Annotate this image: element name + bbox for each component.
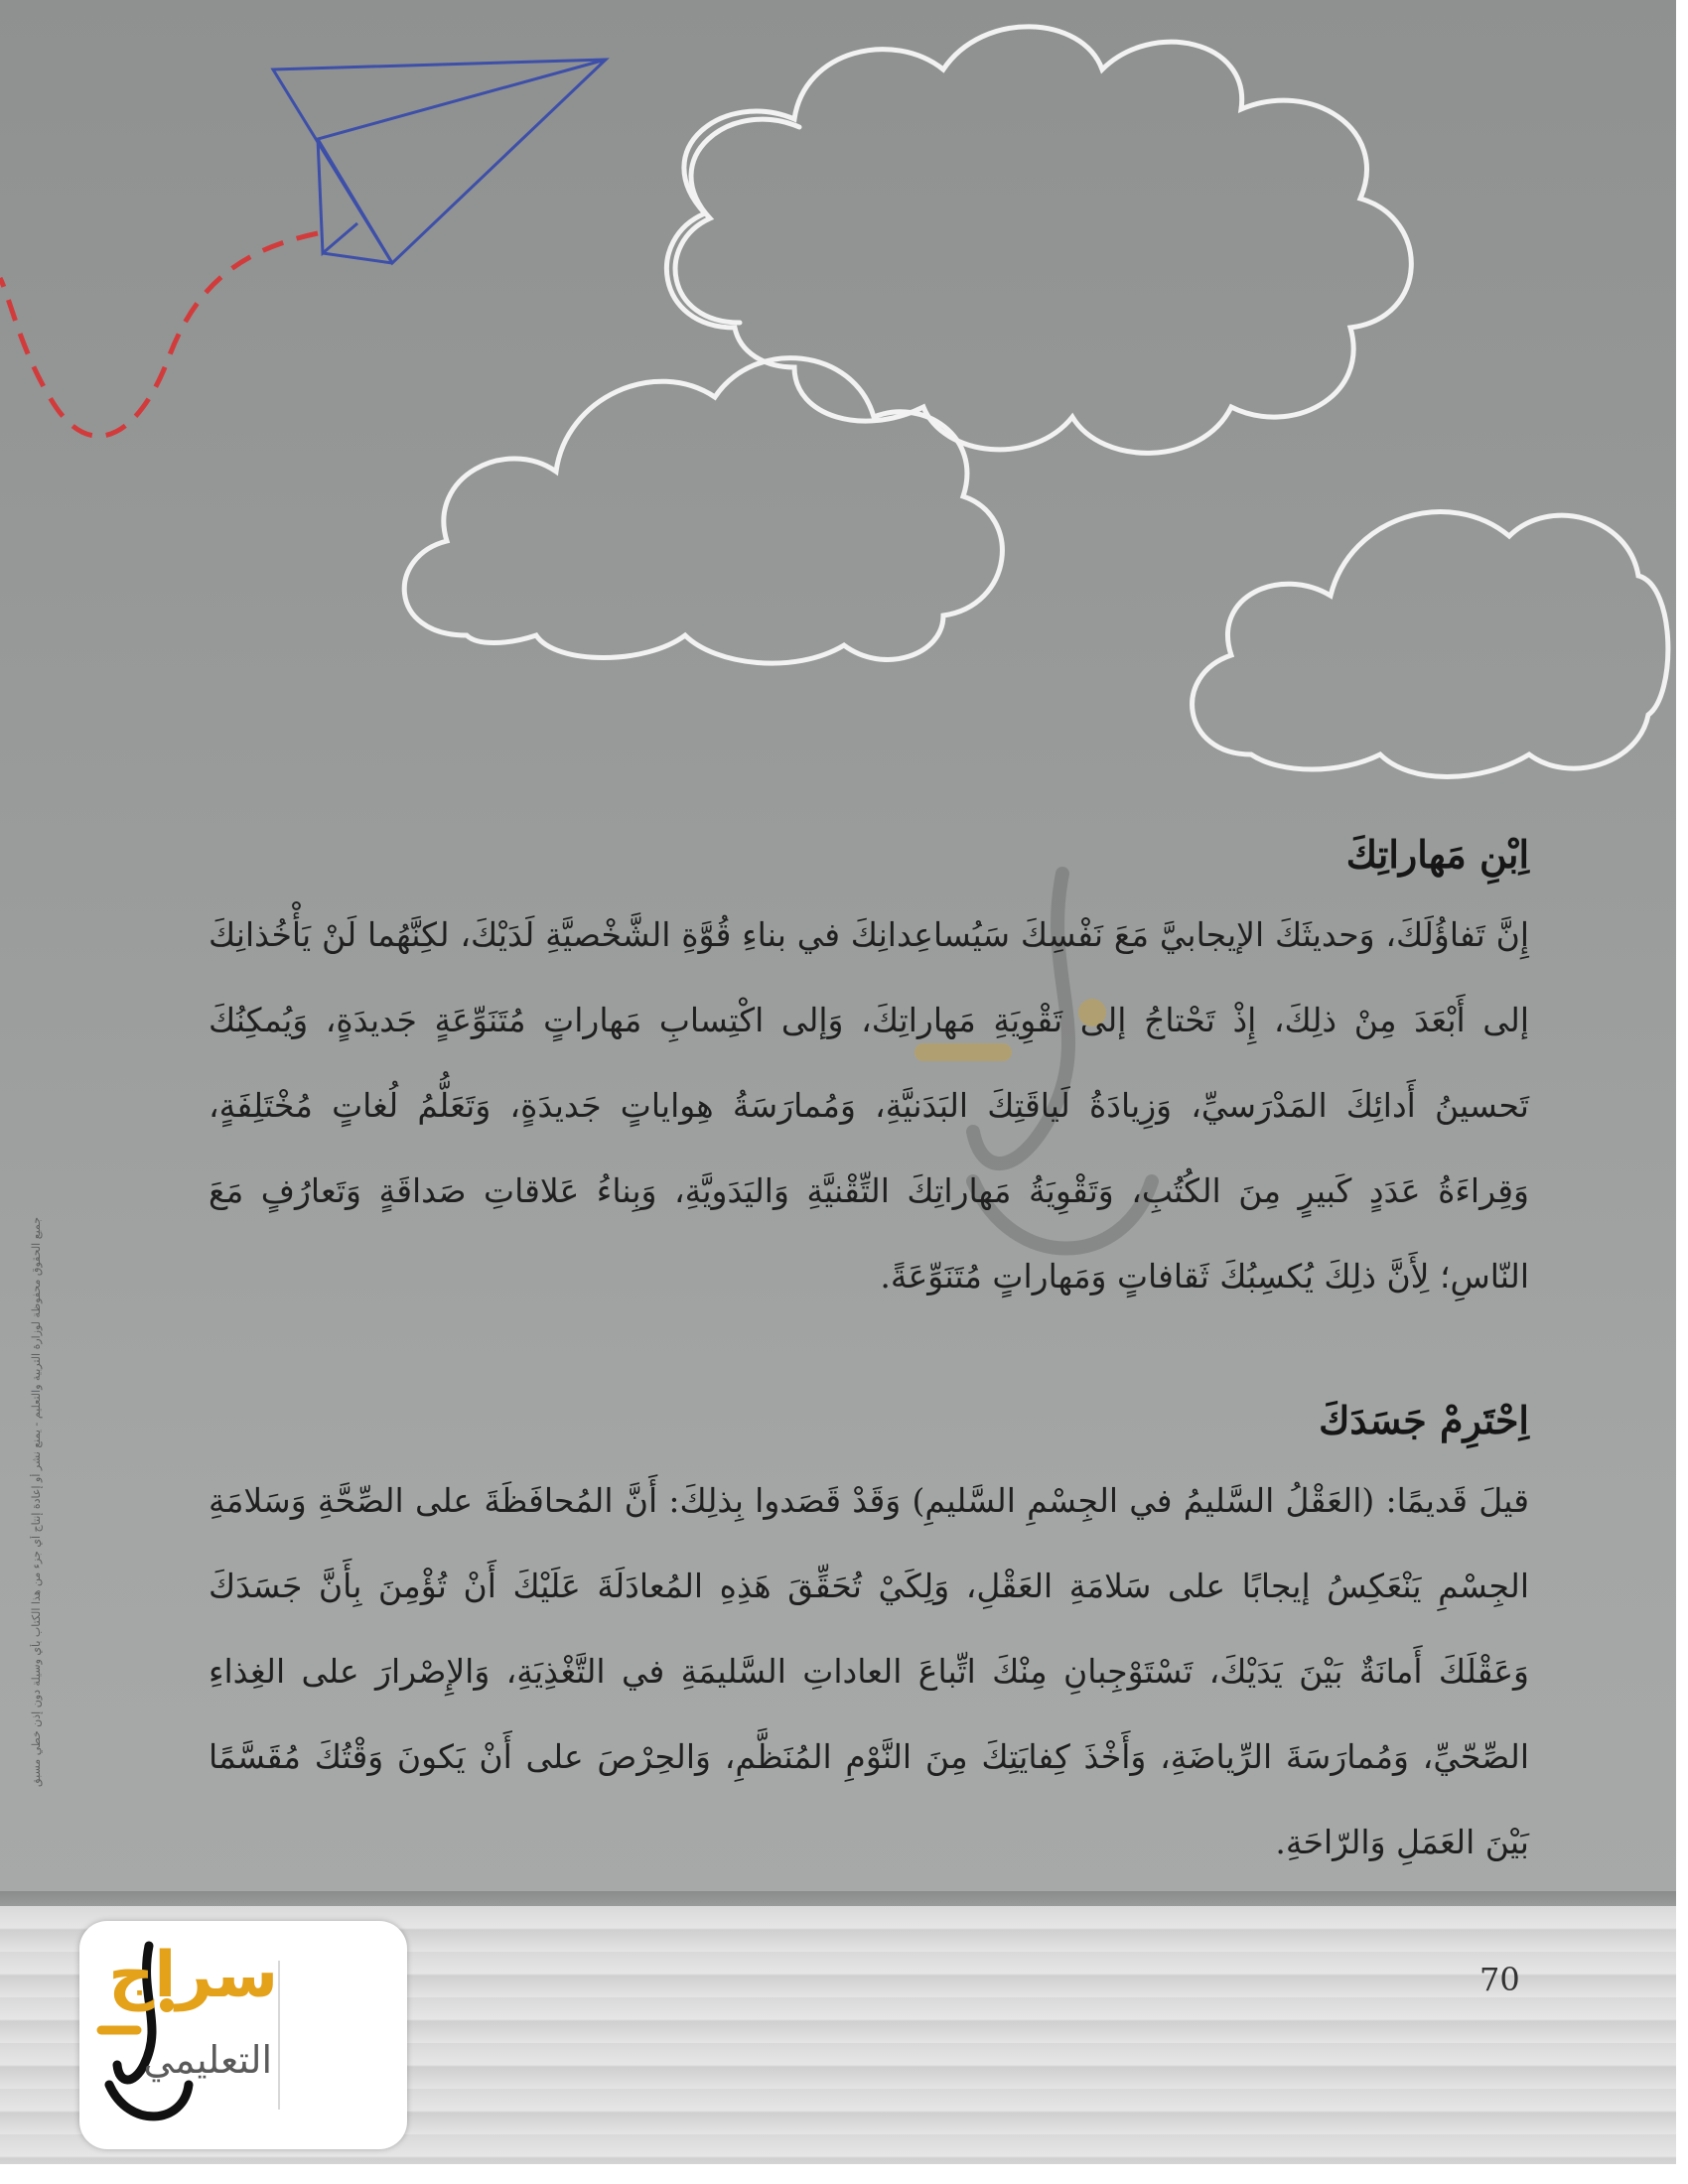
section-paragraph: إِنَّ تَفاؤُلَكَ، وَحديثَكَ الإيجابيَّ مَعَ نَفْسِكَ سَيُساعِدانِكَ في بناءِ قُوَّةِ الشَّخْصيَّةِ لَدَيْكَ، لكِنَّهُما لَنْ يَأْخُذانِكَ إلى أَبْعَدَ مِنْ ذلِكَ، إِذْ تَحْتاجُ إلى تَقْوِيَةِ مَهاراتِكَ، وَإلى اكْتِسابِ مَهاراتٍ مُتَنَوِّعَةٍ جَديدَةٍ، وَيُمكِنُكَ تَحسينُ أَدائِكَ المَدْرَسيِّ، وَزِيادَةُ لَياقَتِكَ البَدَنيَّةِ، وَمُمارَسَةُ هِواياتٍ جَديدَةٍ، وَتَعَلُّمُ لُغاتٍ مُخْتَلِفَةٍ، وَقِراءَةُ عَدَدٍ كَبيرٍ مِنَ الكُتُبِ، وَتَقْوِيَةُ مَهاراتِكَ التِّقْنيَّةِ وَاليَدَويَّةِ، وَبِناءُ عَلاقاتِ صَداقَةٍ وَتَعارُفٍ مَعَ النّاسِ؛ لِأَنَّ ذلِكَ يُكسِبُكَ ثَقافاتٍ وَمَهاراتٍ مُتَنَوِّعَةً. xyxy=(209,915,1529,1296)
siraj-logo xyxy=(79,1921,407,2149)
logo-name: سراج xyxy=(108,1939,278,2012)
section-respect-body xyxy=(209,1398,1529,1885)
chalk-illustration xyxy=(0,0,1676,814)
cloud-icon xyxy=(404,358,1002,664)
logo-divider xyxy=(278,1961,280,2110)
paper-plane-icon xyxy=(273,60,606,263)
copyright-side-note: جميع الحقوق محفوظة لوزارة التربية والتعليم - يمنع نشر أو إعادة إنتاج أي جزء من هذا الكتاب بأي وسيلة دون إذن خطي مسبق xyxy=(30,1216,43,1787)
section-paragraph: قيلَ قَديمًا: (العَقْلُ السَّليمُ في الجِسْمِ السَّليمِ) وَقَدْ قَصَدوا بِذلِكَ: أَنَّ المُحافَظَةَ على الصِّحَّةِ وَسَلامَةِ الجِسْمِ يَنْعَكِسُ إيجابًا على سَلامَةِ العَقْلِ، وَلِكَيْ تُحَقِّقَ هَذِهِ المُعادَلَةَ عَلَيْكَ أَنْ تُؤْمِنَ بِأَنَّ جَسَدَكَ وَعَقْلَكَ أَمانَةٌ بَيْنَ يَدَيْكَ، تَسْتَوْجِبانِ مِنْكَ اتِّباعَ العاداتِ السَّليمَةِ في التَّغْذِيَةِ، وَالإِصْرارَ على الغِذاءِ الصِّحّيِّ، وَمُمارَسَةَ الرِّياضَةِ، وَأَخْذَ كِفايَتِكَ مِنَ النَّوْمِ المُنَظَّمِ، وَالحِرْصَ على أَنْ يَكونَ وَقْتُكَ مُقَسَّمًا بَيْنَ العَمَلِ وَالرّاحَةِ. xyxy=(209,1481,1529,1861)
section-build-skills xyxy=(209,832,1529,1319)
logo-subtitle: التعليمي xyxy=(143,2038,272,2082)
cloud-icon xyxy=(1193,512,1668,777)
page-number: 70 xyxy=(1479,1961,1520,1998)
section-heading: اِحْتَرِمْ جَسَدَكَ xyxy=(1319,1398,1529,1442)
cloud-icon xyxy=(666,27,1411,453)
section-heading: اِبْنِ مَهاراتِكَ xyxy=(1345,832,1529,877)
